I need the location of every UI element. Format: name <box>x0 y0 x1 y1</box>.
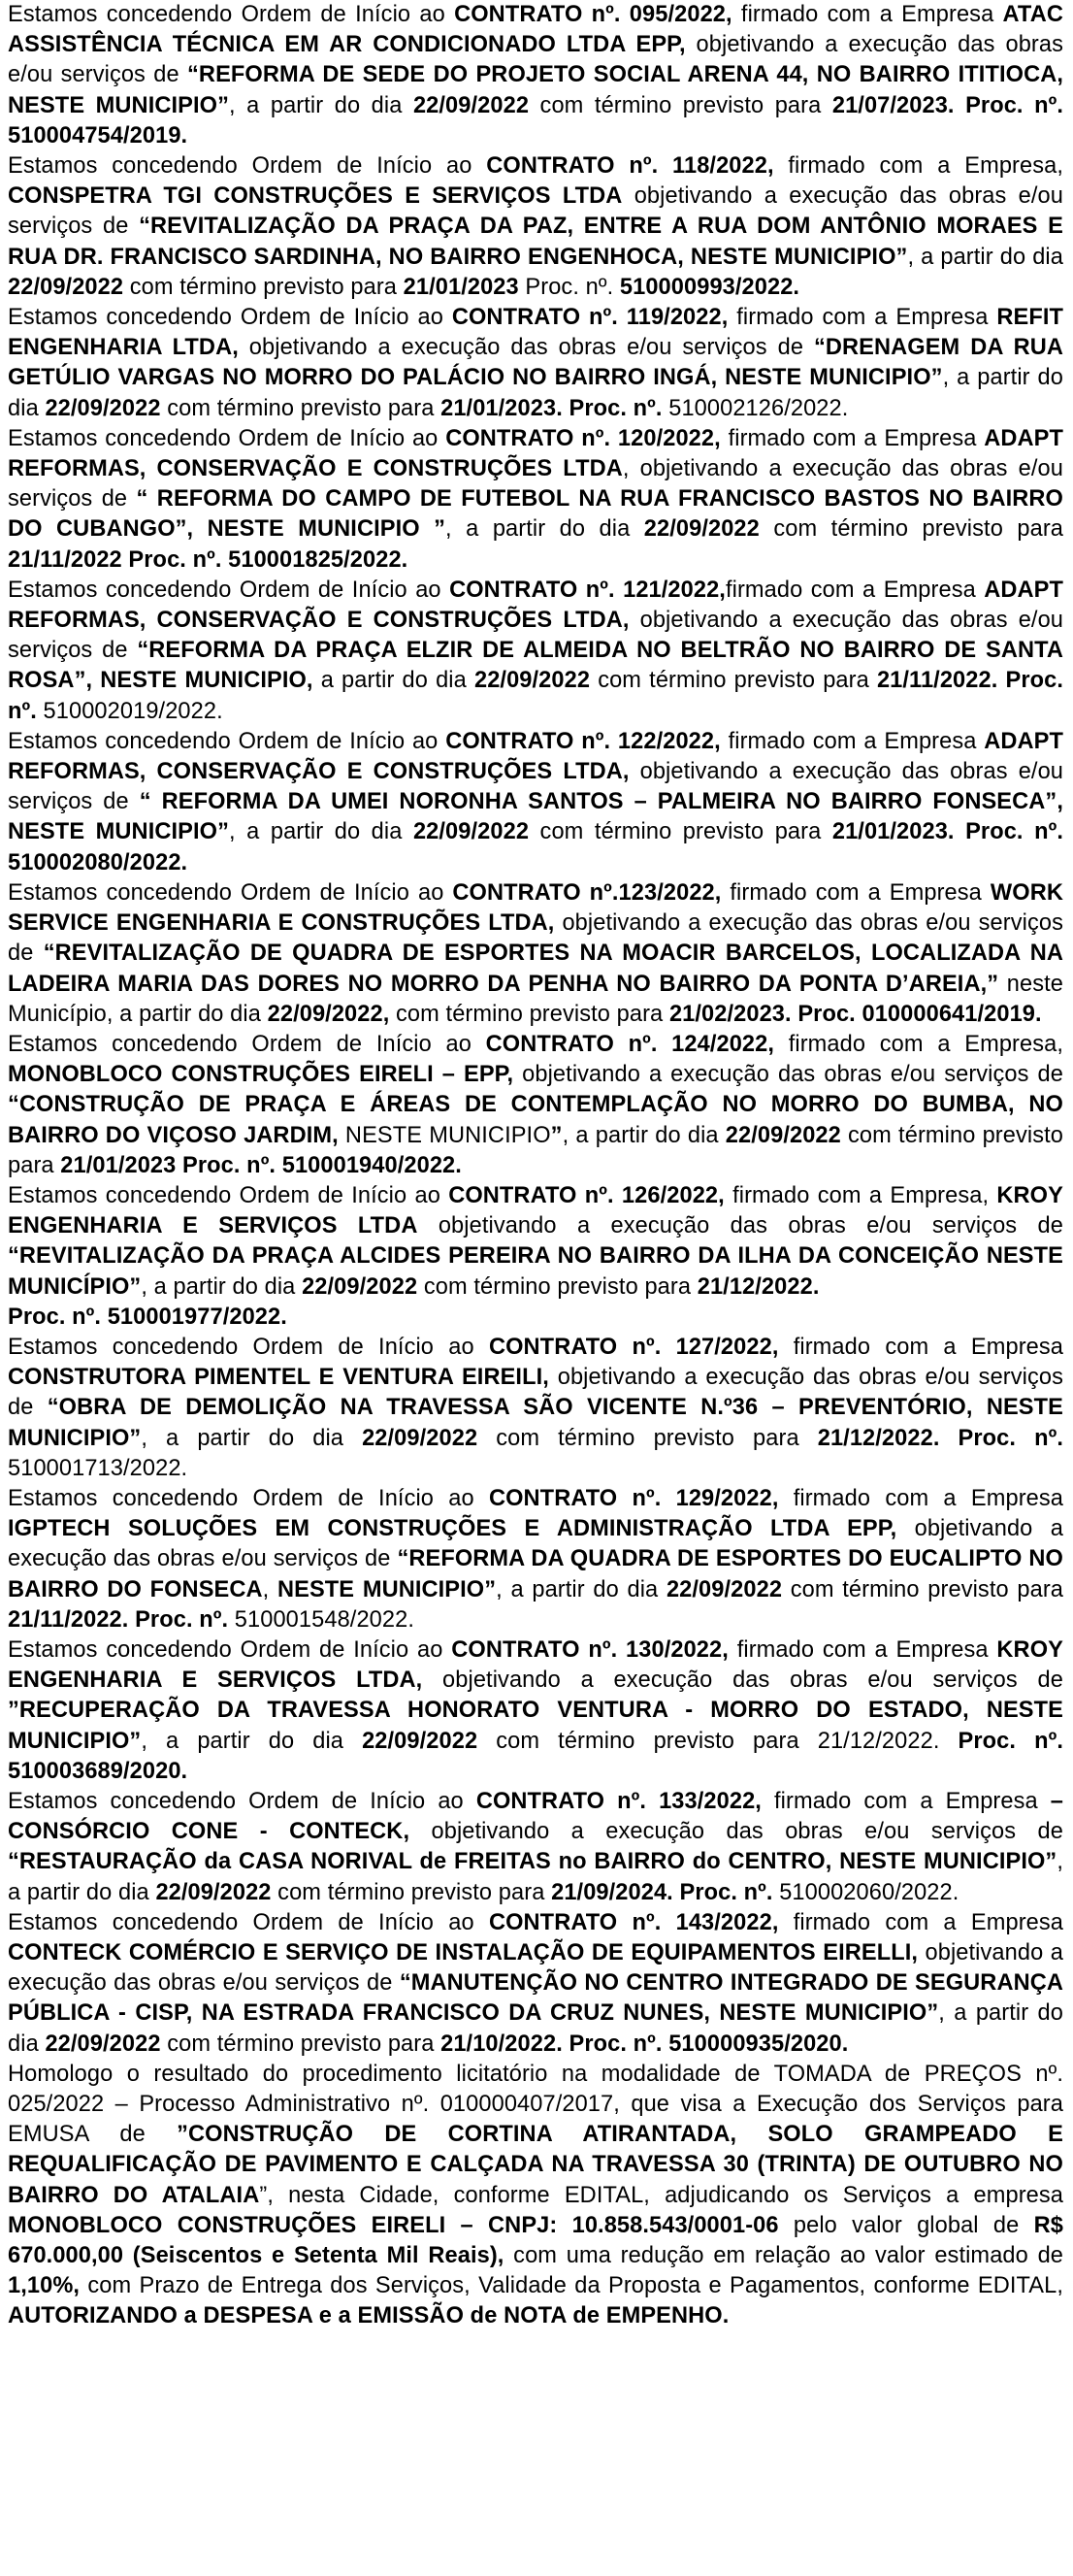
bold-text-run: “REFORMA DE SEDE DO PROJETO SOCIAL ARENA 44, NO BAIRRO ITITIOCA, NESTE MUNICIPIO” <box>8 62 1064 118</box>
bold-text-run: 21/07/2023. Proc. nº. 510004754/2019. <box>8 92 1063 149</box>
notice-paragraph <box>8 151 1063 303</box>
bold-text-run: 21/12/2022. Proc. nº. <box>817 1425 1063 1451</box>
text-run: NESTE MUNICIPIO <box>338 1122 551 1148</box>
text-run: Estamos concedendo Ordem de Início ao <box>8 1334 489 1360</box>
bold-text-run: 21/01/2023 Proc. nº. 510001940/2022. <box>60 1152 462 1178</box>
bold-text-run: NESTE MUNICIPIO” <box>276 1576 497 1602</box>
text-run: objetivando a execução das obras e/ou serviços de <box>409 1819 1063 1845</box>
bold-text-run: 22/09/2022 <box>45 2031 161 2057</box>
text-run: firmado com a Empresa <box>725 577 985 603</box>
text-run: Estamos concedendo Ordem de Início ao <box>8 1909 489 1935</box>
text-run: objetivando a execução das obras e/ou serviços de <box>8 1940 1063 1997</box>
bold-text-run: CONTRATO nº. 119/2022, <box>451 305 729 331</box>
text-run: com término previsto para <box>8 1122 1063 1178</box>
text-run: com Prazo de Entrega dos Serviços, Validade da Proposta e Pagamentos, conforme EDITAL, <box>80 2273 1063 2299</box>
bold-text-run: “RESTAURAÇÃO da CASA NORIVAL de FREITAS no BAIRRO do CENTRO, NESTE MUNICIPIO” <box>8 1849 1057 1875</box>
text-run: objetivando a execução das obras e/ou serviços de <box>8 608 1064 664</box>
text-run: , a partir do dia <box>228 819 413 845</box>
text-run: firmado com a Empresa <box>728 305 997 331</box>
bold-text-run: CONSPETRA TGI CONSTRUÇÕES E SERVIÇOS LTDA <box>8 183 623 210</box>
text-run: Proc. nº. <box>518 274 620 300</box>
bold-text-run: CONTRATO nº. 124/2022, <box>485 1031 775 1057</box>
text-run: com término previsto para <box>389 1001 669 1027</box>
bold-text-run: 21/02/2023. Proc. 010000641/2019. <box>668 1001 1042 1027</box>
bold-text-run: KROY ENGENHARIA E SERVIÇOS LTDA, <box>8 1636 1063 1694</box>
text-run: firmado com a Empresa, <box>774 1031 1063 1057</box>
text-run: firmado com a Empresa <box>721 879 991 906</box>
bold-text-run: CONTRATO nº. 127/2022, <box>488 1334 779 1360</box>
text-run: com término previsto para <box>417 1273 698 1300</box>
bold-text-run: 22/09/2022 <box>302 1273 418 1300</box>
bold-text-run: R$ 670.000,00 (Seiscentos e Setenta Mil Reais), <box>8 2212 1063 2269</box>
bold-text-run: 510000993/2022. <box>619 274 800 300</box>
text-run: firmado com a Empresa <box>778 1909 1063 1935</box>
bold-text-run: ADAPT REFORMAS, CONSERVAÇÃO E CONSTRUÇÕES LTDA, <box>8 577 1063 634</box>
bold-text-run: 22/09/2022 <box>643 516 760 543</box>
bold-text-run: CONTRATO nº. 121/2022, <box>449 577 726 603</box>
text-run: com término previsto para <box>759 516 1063 543</box>
text-run: firmado com a Empresa <box>778 1485 1063 1511</box>
notice-paragraph <box>8 576 1063 727</box>
notice-paragraph <box>8 727 1063 878</box>
bold-text-run: 22/09/2022 <box>45 395 161 421</box>
bold-text-run: CONTRATO nº. 133/2022, <box>475 1788 762 1814</box>
text-run: objetivando a execução das obras e/ou serviços de <box>8 32 1063 88</box>
text-run: firmado com a Empresa <box>720 728 985 754</box>
text-run: com término previsto para <box>529 92 832 118</box>
text-run: neste Município, a partir do dia <box>8 971 1063 1027</box>
bold-text-run: “ REFORMA DO CAMPO DE FUTEBOL NA RUA FRANCISCO BASTOS NO BAIRRO DO CUBANGO”, NESTE MUNICIPIO ” <box>8 486 1064 543</box>
bold-text-run: 21/09/2024. Proc. nº. <box>551 1879 773 1905</box>
bold-text-run: 22/09/2022 <box>362 1425 478 1451</box>
text-run: , a partir do dia <box>8 365 1063 421</box>
bold-text-run: 21/12/2022. <box>697 1273 820 1300</box>
bold-text-run: KROY ENGENHARIA E SERVIÇOS LTDA <box>8 1182 1063 1239</box>
text-run: objetivando a execução das obras e/ou serviços de <box>8 1365 1064 1421</box>
bold-text-run: 22/09/2022 <box>666 1576 783 1602</box>
bold-text-run: “REFORMA DA PRAÇA ELZIR DE ALMEIDA NO BELTRÃO NO BAIRRO DE SANTA ROSA”, NESTE MUNICIPIO, <box>8 638 1063 694</box>
contract-notices-text <box>8 0 1063 2332</box>
notice-paragraph <box>8 1333 1063 1484</box>
bold-text-run: “ REFORMA DA UMEI NORONHA SANTOS – PALMEIRA NO BAIRRO FONSECA”, NESTE MUNICIPIO” <box>8 789 1063 845</box>
bold-text-run: REFIT ENGENHARIA LTDA, <box>8 305 1064 361</box>
bold-text-run: “OBRA DE DEMOLIÇÃO NA TRAVESSA SÃO VICENTE N.º36 – PREVENTÓRIO, NESTE MUNICIPIO” <box>8 1395 1063 1451</box>
bold-text-run: AUTORIZANDO a DESPESA e a EMISSÃO de NOTA de EMPENHO. <box>8 2303 730 2329</box>
bold-text-run: “REFORMA DA QUADRA DE ESPORTES DO EUCALIPTO NO BAIRRO DO FONSECA <box>8 1546 1063 1602</box>
notice-paragraph <box>8 1303 1063 1333</box>
text-run: , a partir do dia <box>445 516 644 543</box>
notice-paragraph <box>8 878 1063 1030</box>
text-run: firmado com a Empresa <box>728 1636 997 1663</box>
text-run: firmado com a Empresa <box>720 425 985 451</box>
notice-paragraph <box>8 0 1063 151</box>
bold-text-run: ”CONSTRUÇÃO DE CORTINA ATIRANTADA, SOLO GRAMPEADO E REQUALIFICAÇÃO DE PAVIMENTO E CALÇADA NA TRAVESSA 30 (TRINTA) DE OUTUBRO NO BAIRRO DO ATALAIA <box>8 2122 1063 2208</box>
bold-text-run: ATAC ASSISTÊNCIA TÉCNICA EM AR CONDICIONADO LTDA EPP, <box>8 2 1063 58</box>
notice-paragraph <box>8 2060 1063 2332</box>
text-run: com término previsto para <box>590 668 877 694</box>
bold-text-run: CONTRATO nº. 118/2022, <box>486 153 774 180</box>
text-run: , a partir do dia <box>141 1728 363 1754</box>
notice-paragraph <box>8 1635 1063 1787</box>
bold-text-run: CONTRATO nº. 143/2022, <box>488 1909 779 1935</box>
bold-text-run: Proc. nº. 510003689/2020. <box>8 1728 1063 1784</box>
text-run: Homologo o resultado do procedimento licitatório na modalidade de TOMADA de PREÇOS nº. 025/2022 – Processo Administrativo nº. 010000407/2017, que visa a Execução dos Serviços para EMUSA de <box>8 2061 1063 2148</box>
notice-paragraph <box>8 1908 1063 2060</box>
text-run: firmado com a Empresa, <box>724 1182 997 1208</box>
bold-text-run: 22/09/2022 <box>412 819 530 845</box>
text-run: , a partir do dia <box>907 244 1063 270</box>
text-run: , a partir do dia <box>8 1849 1063 1905</box>
bold-text-run: WORK SERVICE ENGENHARIA E CONSTRUÇÕES LTDA, <box>8 879 1063 937</box>
text-run: , a partir do dia <box>8 2000 1063 2057</box>
text-run: Estamos concedendo Ordem de Início ao <box>8 728 446 754</box>
text-run: Estamos concedendo Ordem de Início ao <box>8 1031 486 1057</box>
bold-text-run: 21/01/2023. Proc. nº. <box>440 395 663 421</box>
text-run: com término previsto para <box>782 1576 1063 1602</box>
bold-text-run: 22/09/2022 <box>362 1728 478 1754</box>
text-run: Estamos concedendo Ordem de Início ao <box>8 879 453 906</box>
bold-text-run: CONTRATO nº. 095/2022, <box>454 2 732 27</box>
bold-text-run: CONSTRUTORA PIMENTEL E VENTURA EIREILI, <box>8 1365 549 1391</box>
text-run: , a partir do dia <box>562 1122 726 1148</box>
text-run: Estamos concedendo Ordem de Início ao <box>8 305 452 331</box>
text-run: Estamos concedendo Ordem de Início ao <box>8 1182 449 1208</box>
bold-text-run: CONTECK COMÉRCIO E SERVIÇO DE INSTALAÇÃO DE EQUIPAMENTOS EIRELLI, <box>8 1940 919 1965</box>
text-run: firmado com a Empresa, <box>773 153 1063 180</box>
bold-text-run: CONTRATO nº. 122/2022, <box>445 728 721 754</box>
notice-paragraph <box>8 303 1063 424</box>
text-run: Estamos concedendo Ordem de Início ao <box>8 1485 489 1511</box>
text-run: ”, nesta Cidade, conforme EDITAL, adjudicando os Serviços a empresa <box>259 2182 1063 2208</box>
text-run: com término previsto para <box>477 1425 818 1451</box>
bold-text-run: MONOBLOCO CONSTRUÇÕES EIRELI – EPP, <box>8 1062 514 1088</box>
bold-text-run: 22/09/2022, <box>267 1001 390 1027</box>
bold-text-run: 22/09/2022 <box>8 274 124 300</box>
bold-text-run: CONTRATO nº.123/2022, <box>452 879 722 906</box>
notice-paragraph <box>8 1181 1063 1303</box>
text-run: Estamos concedendo Ordem de Início ao <box>8 153 487 180</box>
text-run: Estamos concedendo Ordem de Início ao <box>8 1636 452 1663</box>
text-run: , a partir do dia <box>141 1425 363 1451</box>
text-run: , <box>262 1576 277 1602</box>
bold-text-run: “CONSTRUÇÃO DE PRAÇA E ÁREAS DE CONTEMPLAÇÃO NO MORRO DO BUMBA, NO BAIRRO DO VIÇOSO JARDIM, <box>8 1092 1063 1148</box>
text-run: 510002060/2022. <box>772 1879 959 1905</box>
text-run: , a partir do dia <box>228 92 413 118</box>
notice-paragraph <box>8 1787 1063 1908</box>
text-run: Estamos concedendo Ordem de Início ao <box>8 1788 476 1814</box>
text-run: com término previsto para <box>123 274 404 300</box>
text-run: objetivando a execução das obras e/ou serviços de <box>417 1213 1063 1239</box>
bold-text-run: 22/09/2022 <box>725 1122 841 1148</box>
text-run: com término previsto para 21/12/2022. <box>477 1728 959 1754</box>
bold-text-run: 21/01/2023 <box>403 274 519 300</box>
bold-text-run: – CONSÓRCIO CONE - CONTECK, <box>8 1788 1063 1845</box>
notice-paragraph <box>8 1484 1063 1635</box>
bold-text-run: CONTRATO nº. 130/2022, <box>451 1636 729 1663</box>
bold-text-run: “REVITALIZAÇÃO DA PRAÇA ALCIDES PEREIRA NO BAIRRO DA ILHA DA CONCEIÇÃO NESTE MUNICÍPIO” <box>8 1243 1063 1300</box>
text-run: Estamos concedendo Ordem de Início ao <box>8 577 450 603</box>
bold-text-run: ”RECUPERAÇÃO DA TRAVESSA HONORATO VENTURA - MORRO DO ESTADO, NESTE MUNICIPIO” <box>8 1698 1063 1754</box>
bold-text-run: 22/09/2022 <box>412 92 530 118</box>
text-run: com término previsto para <box>160 395 441 421</box>
bold-text-run: IGPTECH SOLUÇÕES EM CONSTRUÇÕES E ADMINISTRAÇÃO LTDA EPP, <box>8 1516 897 1542</box>
text-run: objetivando a execução das obras e/ou serviços de <box>8 910 1063 967</box>
bold-text-run: ADAPT REFORMAS, CONSERVAÇÃO E CONSTRUÇÕES LTDA <box>8 425 1064 482</box>
bold-text-run: 22/09/2022 <box>473 668 591 694</box>
text-run: Estamos concedendo Ordem de Início ao <box>8 2 455 27</box>
text-run: , a partir do dia <box>496 1576 667 1602</box>
text-run: , a partir do dia <box>141 1273 303 1300</box>
bold-text-run: “REVITALIZAÇÃO DE QUADRA DE ESPORTES NA MOACIR BARCELOS, LOCALIZADA NA LADEIRA MARIA DAS DORES NO MORRO DA PENHA NO BAIRRO DA PONTA D’AREIA,” <box>8 941 1063 997</box>
bold-text-run: 21/11/2022. Proc. nº. <box>8 668 1063 724</box>
notice-paragraph <box>8 424 1063 576</box>
text-run: com uma redução em relação ao valor estimado de <box>504 2243 1064 2269</box>
text-run: objetivando a execução das obras e/ou serviços de <box>8 759 1064 815</box>
bold-text-run: Proc. nº. 510001977/2022. <box>8 1304 287 1330</box>
bold-text-run: 21/10/2022. Proc. nº. 510000935/2020. <box>440 2031 849 2057</box>
bold-text-run: 21/11/2022 Proc. nº. 510001825/2022. <box>8 546 408 573</box>
bold-text-run: “REVITALIZAÇÃO DA PRAÇA DA PAZ, ENTRE A RUA DOM ANTÔNIO MORAES E RUA DR. FRANCISCO SARDINHA, NO BAIRRO ENGENHOCA, NESTE MUNICIPIO” <box>8 214 1063 270</box>
text-run: a partir do dia <box>312 668 474 694</box>
text-run: firmado com a Empresa <box>778 1334 1063 1360</box>
bold-text-run: ” <box>550 1122 563 1148</box>
text-run: firmado com a Empresa <box>761 1788 1051 1814</box>
text-run: objetivando a execução das obras e/ou serviços de <box>8 1516 1063 1572</box>
bold-text-run: CONTRATO nº. 129/2022, <box>488 1485 779 1511</box>
bold-text-run: CONTRATO nº. 126/2022, <box>448 1182 725 1208</box>
text-run: , objetivando a execução das obras e/ou serviços de <box>8 456 1063 512</box>
text-run: com término previsto para <box>160 2031 441 2057</box>
bold-text-run: 1,10%, <box>8 2273 81 2299</box>
bold-text-run: “MANUTENÇÃO NO CENTRO INTEGRADO DE SEGURANÇA PÚBLICA - CISP, NA ESTRADA FRANCISCO DA CRUZ NUNES, NESTE MUNICIPIO” <box>8 1970 1064 2027</box>
text-run: 510001548/2022. <box>228 1606 414 1633</box>
bold-text-run: MONOBLOCO CONSTRUÇÕES EIRELI – CNPJ: 10.858.543/0001-06 <box>8 2212 779 2238</box>
bold-text-run: 21/11/2022. Proc. nº. <box>8 1606 229 1633</box>
bold-text-run: 21/01/2023. Proc. nº. 510002080/2022. <box>8 819 1063 875</box>
text-run: 510001713/2022. <box>8 1455 188 1481</box>
text-run: com término previsto para <box>529 819 832 845</box>
bold-text-run: “DRENAGEM DA RUA GETÚLIO VARGAS NO MORRO DO PALÁCIO NO BAIRRO INGÁ, NESTE MUNICIPIO” <box>8 335 1063 391</box>
text-run: 510002019/2022. <box>36 698 223 724</box>
text-run: 510002126/2022. <box>662 395 849 421</box>
bold-text-run: ADAPT REFORMAS, CONSERVAÇÃO E CONSTRUÇÕES LTDA, <box>8 728 1064 785</box>
text-run: pelo valor global de <box>778 2212 1034 2238</box>
text-run: firmado com a Empresa <box>732 2 1003 27</box>
text-run: objetivando a execução das obras e/ou serviços de <box>422 1668 1063 1694</box>
bold-text-run: 22/09/2022 <box>155 1879 272 1905</box>
bold-text-run: CONTRATO nº. 120/2022, <box>445 425 721 451</box>
text-run: com término previsto para <box>271 1879 552 1905</box>
notice-paragraph <box>8 1030 1063 1181</box>
text-run: Estamos concedendo Ordem de Início ao <box>8 425 446 451</box>
text-run: objetivando a execução das obras e/ou serviços de <box>513 1062 1063 1088</box>
text-run: objetivando a execução das obras e/ou serviços de <box>238 335 814 361</box>
text-run: objetivando a execução das obras e/ou serviços de <box>8 183 1064 240</box>
